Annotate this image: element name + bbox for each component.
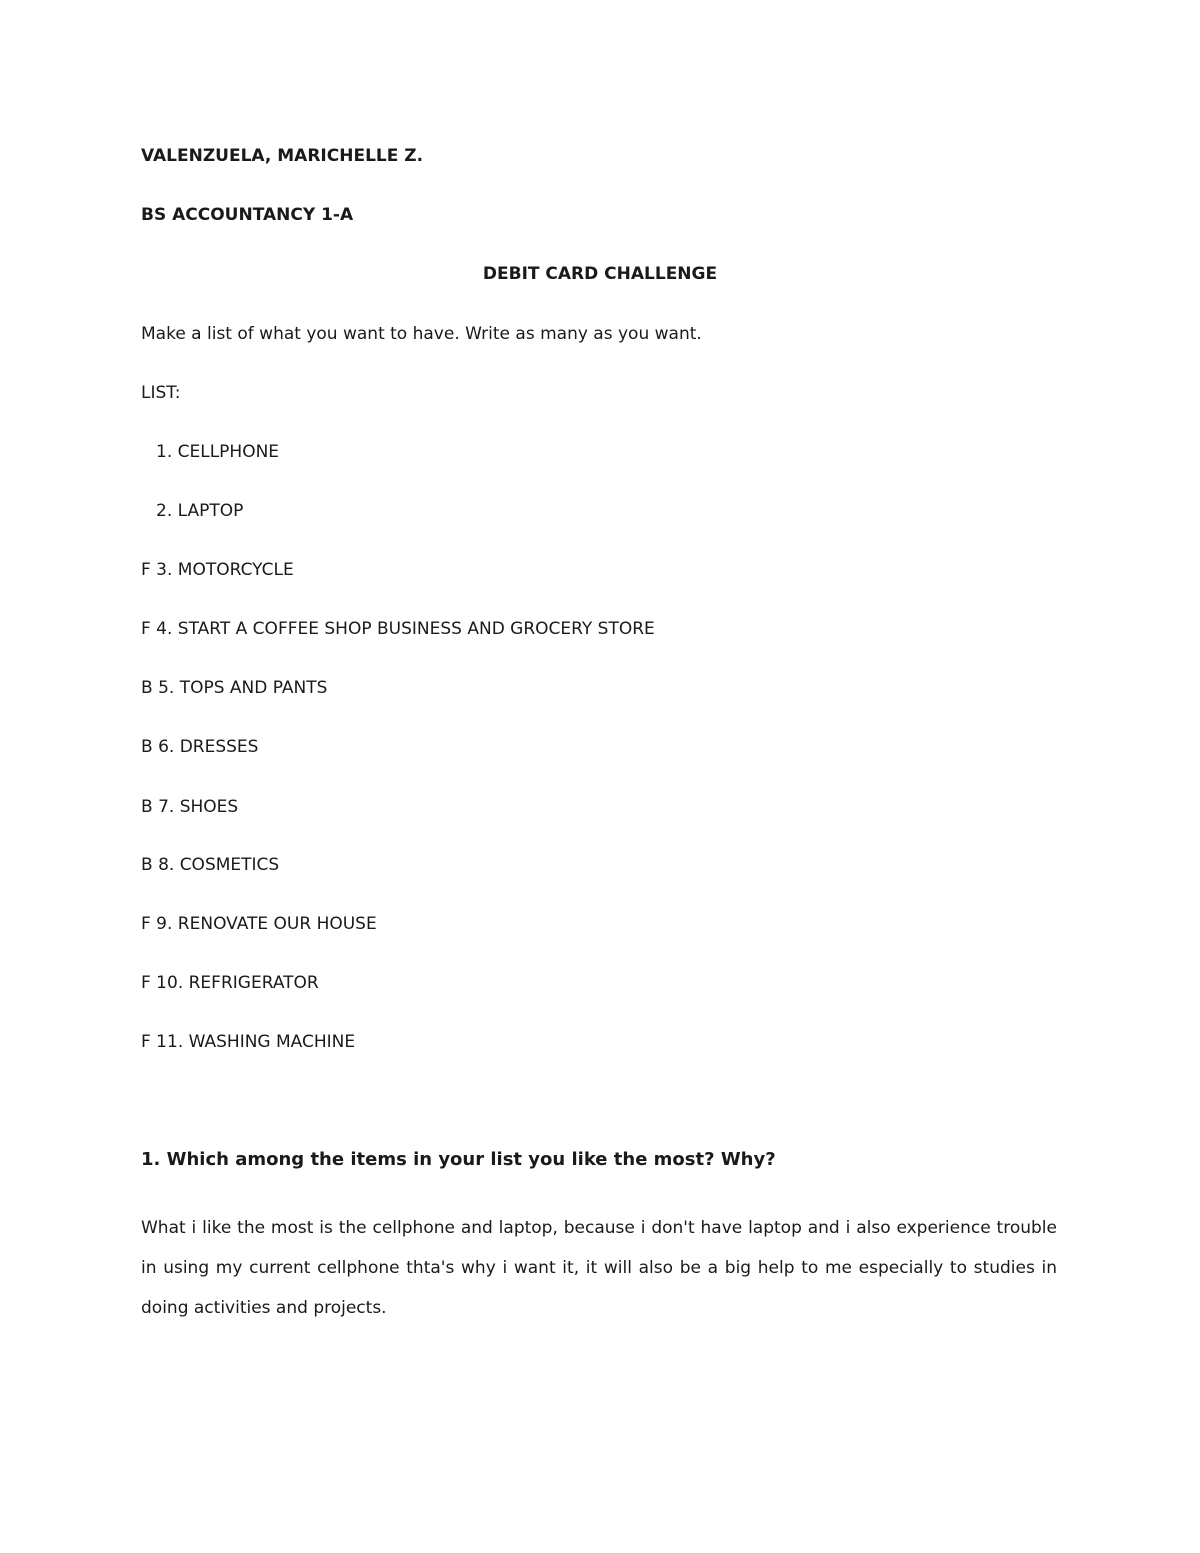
list-item: F 4. START A COFFEE SHOP BUSINESS AND GROCERY STORE — [141, 619, 655, 639]
answer-paragraph: What i like the most is the cellphone and laptop, because i don't have laptop and i also experience trouble in using my current cellphone thta's why i want it, it will also be a big help to me especially to studies in doing activities and projects. — [141, 1218, 1057, 1318]
list-item: B 5. TOPS AND PANTS — [141, 678, 328, 698]
list-label: LIST: — [141, 383, 181, 403]
list-item: F 10. REFRIGERATOR — [141, 973, 319, 993]
list-item: F 11. WASHING MACHINE — [141, 1032, 356, 1052]
list-item: 1. CELLPHONE — [156, 442, 280, 462]
question-heading: 1. Which among the items in your list you like the most? Why? — [141, 1149, 776, 1170]
course-section: BS ACCOUNTANCY 1-A — [141, 205, 354, 225]
list-item: F 9. RENOVATE OUR HOUSE — [141, 914, 377, 934]
instruction-text: Make a list of what you want to have. Write as many as you want. — [141, 324, 702, 344]
list-item: B 6. DRESSES — [141, 737, 259, 757]
list-item: F 3. MOTORCYCLE — [141, 560, 294, 580]
list-item: B 7. SHOES — [141, 797, 239, 817]
student-name: VALENZUELA, MARICHELLE Z. — [141, 146, 424, 166]
document-title: DEBIT CARD CHALLENGE — [482, 264, 718, 284]
list-item: B 8. COSMETICS — [141, 855, 280, 875]
list-item: 2. LAPTOP — [156, 501, 244, 521]
